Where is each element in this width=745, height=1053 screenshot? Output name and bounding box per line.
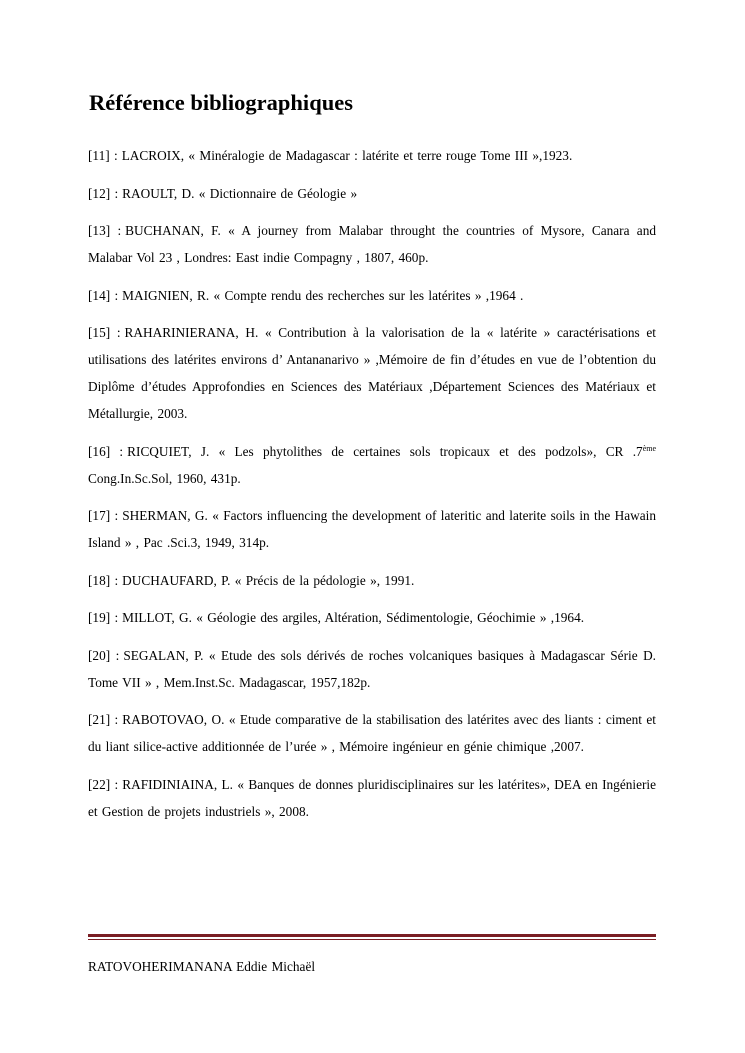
reference-item-14 xyxy=(88,282,656,309)
reference-number: [17] : xyxy=(88,508,119,523)
footer-divider-thick-line xyxy=(88,934,656,937)
reference-number: [16] : xyxy=(88,443,124,459)
reference-item-17 xyxy=(88,502,656,556)
reference-text: MAIGNIEN, R. « Compte rendu des recherches sur les latérites » ,1964 . xyxy=(122,287,524,303)
reference-number: [21] : xyxy=(88,712,119,727)
reference-item-11 xyxy=(88,142,656,169)
reference-text: RABOTOVAO, O. « Etude comparative de la stabilisation des latérites avec des liants : ciment et du liant silice-active additionnée de l’urée » , Mémoire ingénieur en génie chimique ,2007. xyxy=(88,712,656,754)
reference-item-16 xyxy=(88,438,656,492)
reference-number: [20] : xyxy=(88,647,120,663)
reference-text: DUCHAUFARD, P. « Précis de la pédologie », 1991. xyxy=(122,572,415,588)
reference-text: LACROIX, « Minéralogie de Madagascar : latérite et terre rouge Tome III »,1923. xyxy=(121,148,573,163)
reference-text: RAHARINIERANA, H. « Contribution à la valorisation de la « latérite » caractérisations et utilisations des latérites environs d’ Antananarivo » ,Mémoire de fin d’études en vue de l’obtention du Diplôme d’études Approfondies en Sciences des Matériaux ,Département Sciences des Matériaux et Métallurgie, 2003. xyxy=(88,325,656,421)
reference-item-18 xyxy=(88,567,656,594)
reference-number: [15] : xyxy=(88,325,121,340)
reference-item-22 xyxy=(88,771,656,825)
reference-text: SEGALAN, P. « Etude des sols dérivés de roches volcaniques basiques à Madagascar Série D. Tome VII » , Mem.Inst.Sc. Madagascar, 1957,182p. xyxy=(88,647,657,690)
reference-number: [19] : xyxy=(88,610,119,625)
page-title: Référence bibliographiques xyxy=(89,90,353,115)
reference-text: BUCHANAN, F. « A journey from Malabar throught the countries of Mysore, Canara and Malabar Vol 23 , Londres: East indie Compagny , 1807, 460p. xyxy=(88,223,657,265)
reference-text-continued: Cong.In.Sc.Sol, 1960, 431p. xyxy=(88,470,241,486)
reference-item-13 xyxy=(88,217,656,271)
reference-item-20 xyxy=(88,642,656,696)
footer-divider-thin-line xyxy=(88,939,656,940)
reference-number: [11] : xyxy=(88,148,118,163)
reference-text: SHERMAN, G. « Factors influencing the development of lateritic and laterite soils in the Hawain Island » , Pac .Sci.3, 1949, 314p. xyxy=(88,508,656,550)
reference-text: RAFIDINIAINA, L. « Banques de donnes pluridisciplinaires sur les latérites», DEA en Ingénierie et Gestion de projets industriels », 2008. xyxy=(88,776,657,819)
reference-item-12 xyxy=(88,180,656,207)
reference-item-19 xyxy=(88,604,656,631)
reference-item-21 xyxy=(88,706,656,760)
reference-text: RICQUIET, J. « Les phytolithes de certaines sols tropicaux et des podzols», CR .7 xyxy=(127,443,643,459)
footer-divider xyxy=(88,934,656,940)
reference-text: RAOULT, D. « Dictionnaire de Géologie » xyxy=(122,185,358,201)
reference-number: [12] : xyxy=(88,185,119,201)
reference-superscript: ème xyxy=(642,443,657,453)
reference-number: [22] : xyxy=(88,776,119,792)
footer-author: RATOVOHERIMANANA Eddie Michaël xyxy=(88,959,316,974)
reference-item-15 xyxy=(88,319,656,427)
reference-list xyxy=(88,142,656,835)
reference-number: [13] : xyxy=(88,223,122,238)
reference-number: [18] : xyxy=(88,572,119,588)
reference-number: [14] : xyxy=(88,287,119,303)
reference-text: MILLOT, G. « Géologie des argiles, Altération, Sédimentologie, Géochimie » ,1964. xyxy=(122,610,585,625)
